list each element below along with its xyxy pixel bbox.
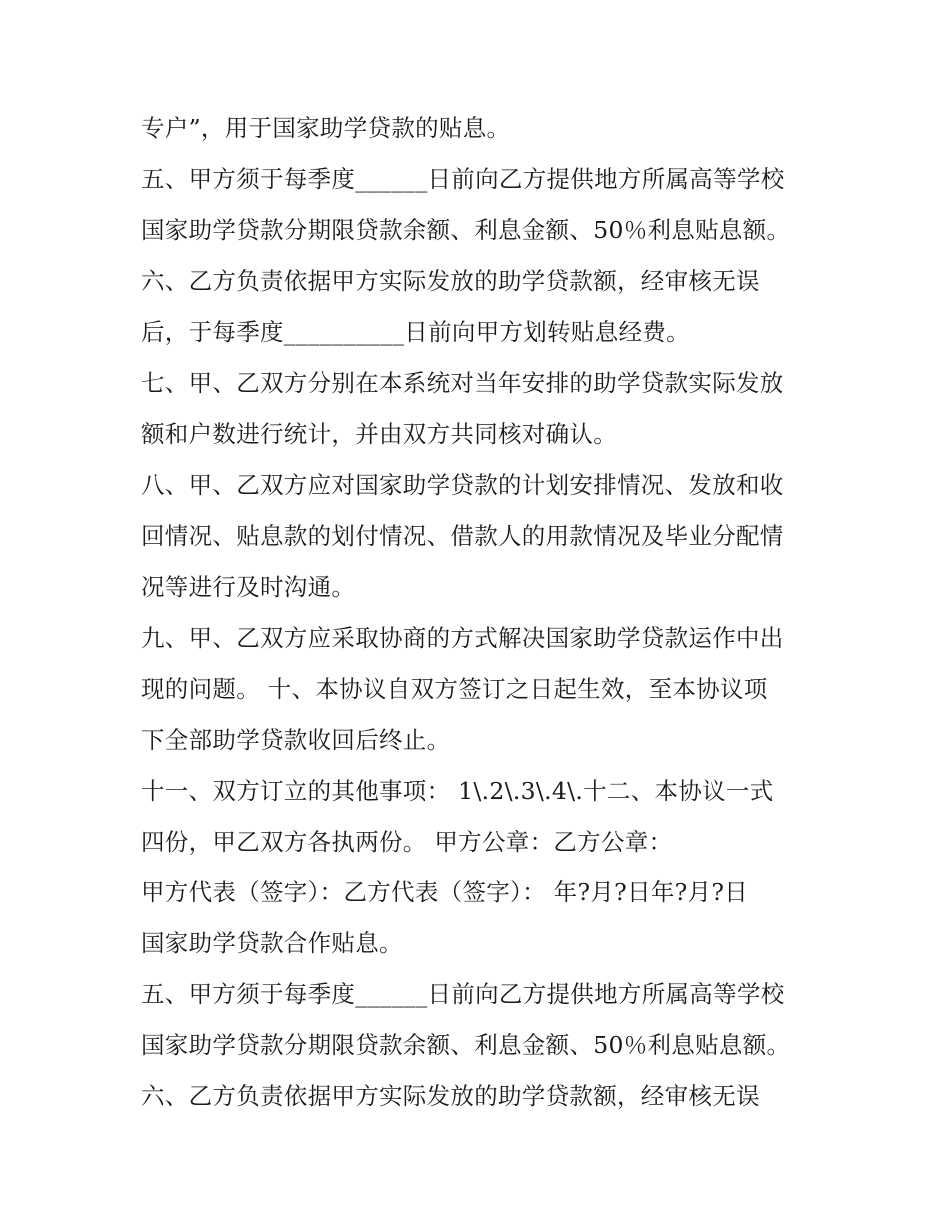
text-line: 专户”，用于国家助学贷款的贴息。 <box>141 114 511 142</box>
text-line: 六、乙方负责依据甲方实际发放的助学贷款额，经审核无误 <box>141 1082 760 1110</box>
text-line: 国家助学贷款分期限贷款余额、利息金额、50％利息贴息额。 <box>141 1031 791 1059</box>
text-line: 现的问题。 十、本协议自双方签订之日起生效，至本协议项 <box>141 675 768 703</box>
text-line: 况等进行及时沟通。 <box>141 573 356 601</box>
text-line: 六、乙方负责依据甲方实际发放的助学贷款额，经审核无误 <box>141 267 760 295</box>
text-line: 四份，甲乙双方各执两份。 甲方公章：乙方公章： <box>141 828 673 856</box>
text-line: 五、甲方须于每季度______日前向乙方提供地方所属高等学校 <box>141 165 785 193</box>
text-line: 十一、双方订立的其他事项： 1\.2\.3\.4\.十二、本协议一式 <box>141 777 774 805</box>
text-line: 后，于每季度__________日前向甲方划转贴息经费。 <box>141 318 690 346</box>
text-line: 国家助学贷款合作贴息。 <box>141 929 403 957</box>
text-line: 下全部助学贷款收回后终止。 <box>141 726 451 754</box>
text-line: 七、甲、乙双方分别在本系统对当年安排的助学贷款实际发放 <box>141 369 784 397</box>
text-line: 八、甲、乙双方应对国家助学贷款的计划安排情况、发放和收 <box>141 471 784 499</box>
text-line: 回情况、贴息款的划付情况、借款人的用款情况及毕业分配情 <box>141 522 784 550</box>
text-line: 甲方代表（签字）：乙方代表（签字）： 年?月?日年?月?日 <box>141 878 749 906</box>
text-line: 国家助学贷款分期限贷款余额、利息金额、50％利息贴息额。 <box>141 216 791 244</box>
text-line: 九、甲、乙双方应采取协商的方式解决国家助学贷款运作中出 <box>141 624 784 652</box>
text-line: 五、甲方须于每季度______日前向乙方提供地方所属高等学校 <box>141 980 785 1008</box>
text-line: 额和户数进行统计，并由双方共同核对确认。 <box>141 420 617 448</box>
